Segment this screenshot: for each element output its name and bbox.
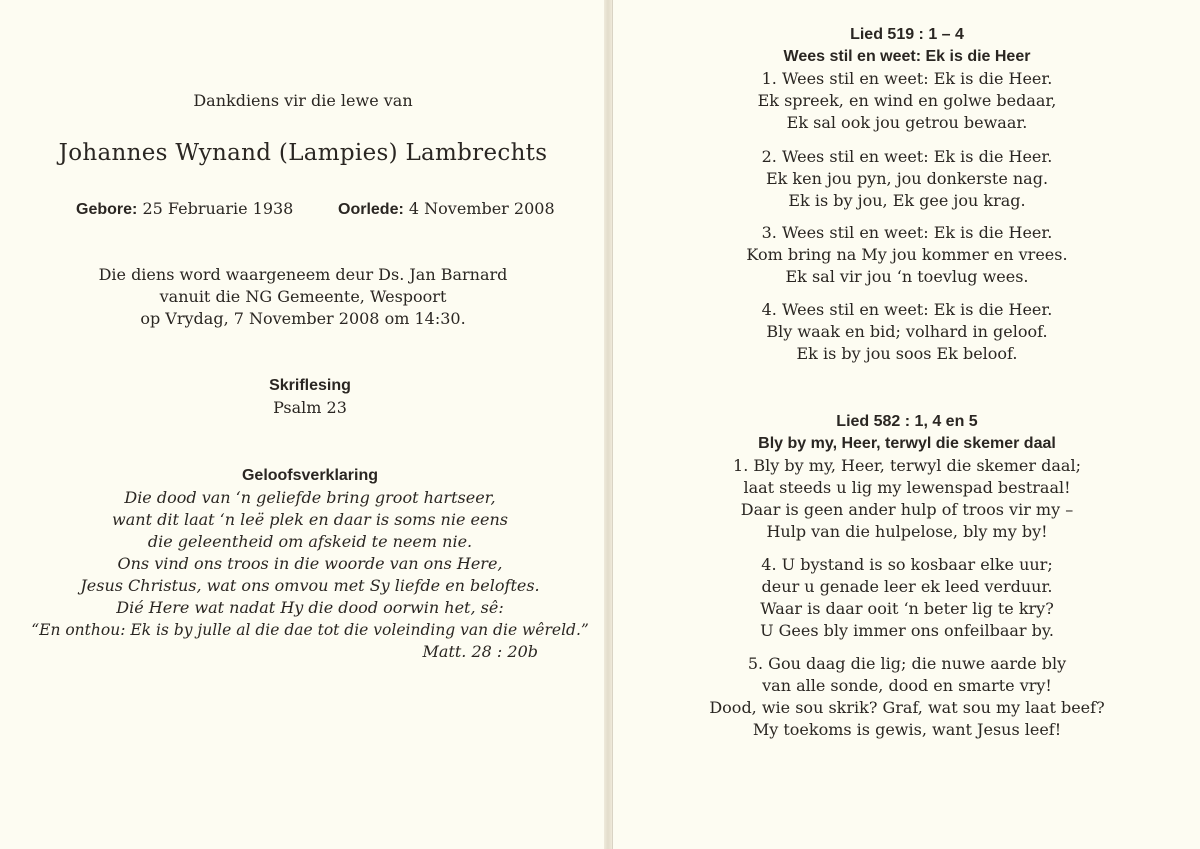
reading-heading: Skriflesing <box>269 377 351 394</box>
hymn2-stanza <box>613 554 1200 642</box>
stanza-line: 1. Bly by my, Heer, terwyl die skemer daal; <box>733 456 1081 475</box>
stanza-line: Ek spreek, en wind en golwe bedaar, <box>757 91 1057 110</box>
birth-date <box>76 198 293 221</box>
hymn1-stanza <box>613 222 1200 288</box>
hymn1-stanza <box>613 68 1200 134</box>
hymn1-stanza <box>613 146 1200 212</box>
born-label: Gebore: <box>76 201 138 218</box>
hymn2-number: Lied 582 : 1, 4 en 5 <box>836 413 978 430</box>
stanza-line: Ek sal vir jou ‘n toevlug wees. <box>785 267 1029 286</box>
stanza-line: Waar is daar ooit ‘n beter lig te kry? <box>760 599 1054 618</box>
deceased-name: Johannes Wynand (Lampies) Lambrechts <box>58 140 548 166</box>
born-value: 25 Februarie 1938 <box>142 199 294 218</box>
stanza-line: deur u genade leer ek leed verduur. <box>761 577 1053 596</box>
creed-line: Die dood van ‘n geliefde bring groot hartseer, <box>124 488 496 507</box>
creed-line: “En onthou: Ek is by julle al die dae tot die voleinding van die wêreld.” <box>31 621 589 639</box>
creed-line: die geleentheid om afskeid te neem nie. <box>147 532 473 551</box>
creed-line: Dié Here wat nadat Hy die dood oorwin het, sê: <box>116 598 504 617</box>
died-label: Oorlede: <box>338 201 404 218</box>
stanza-line: Kom bring na My jou kommer en vrees. <box>746 245 1068 264</box>
stanza-line: U Gees bly immer ons onfeilbaar by. <box>760 621 1054 640</box>
death-date <box>338 198 555 221</box>
hymn1-title: Wees stil en weet: Ek is die Heer <box>783 48 1031 65</box>
stanza-line: van alle sonde, dood en smarte vry! <box>762 676 1052 695</box>
stanza-line: 4. Wees stil en weet: Ek is die Heer. <box>761 300 1053 319</box>
creed-heading: Geloofsverklaring <box>241 467 379 484</box>
creed-line: Ons vind ons troos in die woorde van ons Here, <box>117 554 503 573</box>
intro-line: Dankdiens vir die lewe van <box>193 91 413 110</box>
hymn2-stanza <box>613 455 1200 543</box>
hymn2-stanza <box>613 653 1200 741</box>
stanza-line: Daar is geen ander hulp of troos vir my – <box>740 500 1074 519</box>
creed-text <box>0 487 620 641</box>
service-line: op Vrydag, 7 November 2008 om 14:30. <box>140 309 466 328</box>
stanza-line: 2. Wees stil en weet: Ek is die Heer. <box>761 147 1053 166</box>
service-line: Die diens word waargeneem deur Ds. Jan Barnard <box>98 265 508 284</box>
stanza-line: Hulp van die hulpelose, bly my by! <box>766 522 1048 541</box>
reading-text: Psalm 23 <box>273 398 347 417</box>
creed-reference: Matt. 28 : 20b <box>422 642 538 661</box>
service-details <box>0 264 606 330</box>
right-page <box>612 0 1200 849</box>
stanza-line: 3. Wees stil en weet: Ek is die Heer. <box>761 223 1053 242</box>
stanza-line: Bly waak en bid; volhard in geloof. <box>766 322 1048 341</box>
stanza-line: 4. U bystand is so kosbaar elke uur; <box>761 555 1053 574</box>
creed-line: Jesus Christus, wat ons omvou met Sy liefde en beloftes. <box>80 576 540 595</box>
stanza-line: Ek ken jou pyn, jou donkerste nag. <box>765 169 1049 188</box>
creed-line: want dit laat ‘n leë plek en daar is soms nie eens <box>112 510 508 529</box>
stanza-line: Dood, wie sou skrik? Graf, wat sou my laat beef? <box>709 698 1105 717</box>
stanza-line: Ek sal ook jou getrou bewaar. <box>786 113 1028 132</box>
stanza-line: Ek is by jou soos Ek beloof. <box>796 344 1018 363</box>
stanza-line: 1. Wees stil en weet: Ek is die Heer. <box>761 69 1053 88</box>
stanza-line: 5. Gou daag die lig; die nuwe aarde bly <box>747 654 1067 673</box>
hymn1-stanza <box>613 299 1200 365</box>
stanza-line: My toekoms is gewis, want Jesus leef! <box>752 720 1062 739</box>
hymn2-title: Bly by my, Heer, terwyl die skemer daal <box>758 435 1056 452</box>
stanza-line: laat steeds u lig my lewenspad bestraal! <box>743 478 1071 497</box>
service-line: vanuit die NG Gemeente, Wespoort <box>159 287 447 306</box>
stanza-line: Ek is by jou, Ek gee jou krag. <box>788 191 1026 210</box>
hymn1-number: Lied 519 : 1 – 4 <box>850 26 964 43</box>
died-value: 4 November 2008 <box>408 199 555 218</box>
